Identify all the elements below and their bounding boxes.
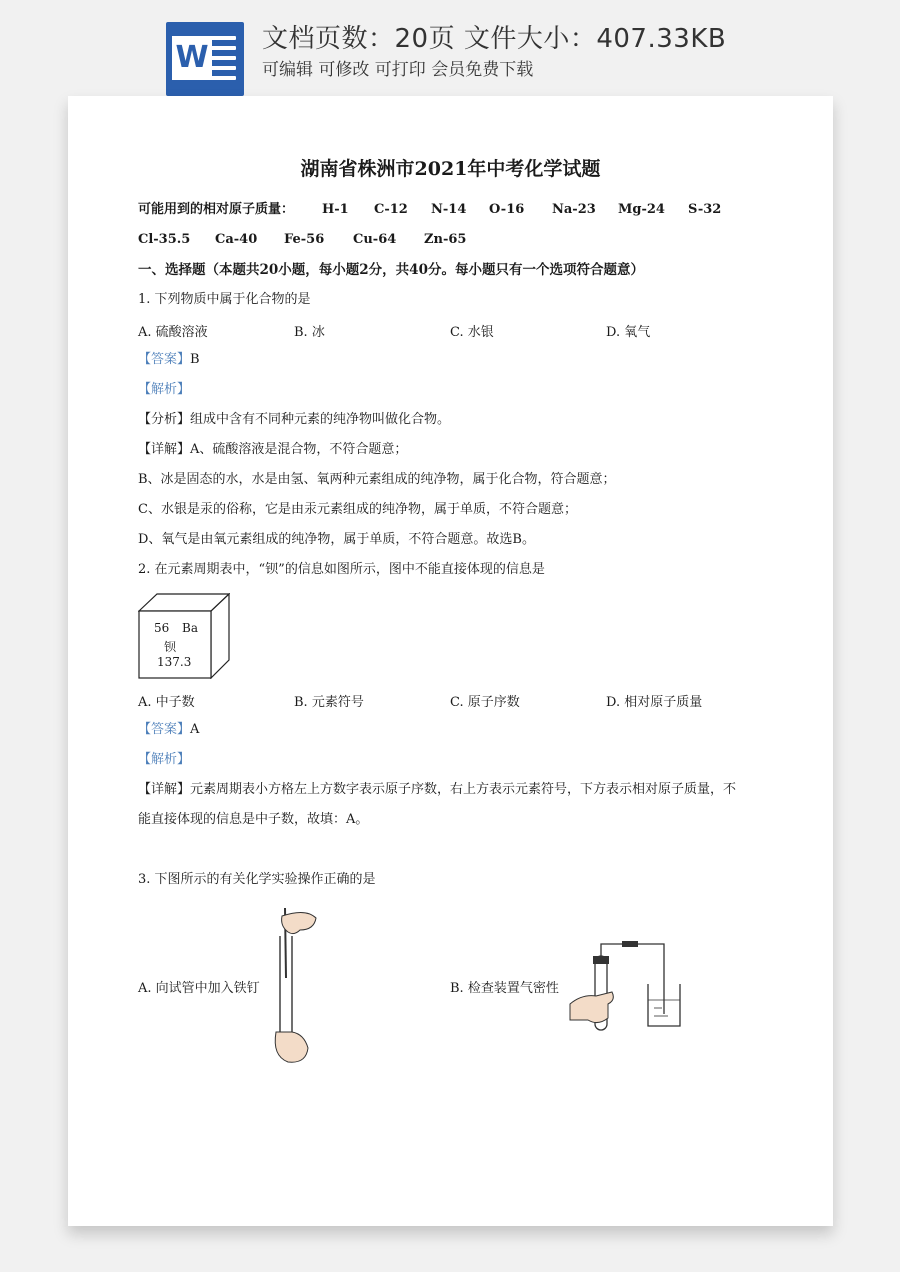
question-1-line-d: D、氧气是由氧元素组成的纯净物，属于单质，不符合题意。故选B。 [138,532,535,547]
question-2-option-d: D. 相对原子质量 [606,695,703,710]
atom-n: N-14 [431,202,467,217]
question-1-line-b: B、冰是固态的水，水是由氢、氧两种元素组成的纯净物，属于化合物，符合题意； [138,472,616,487]
question-1-line-c: C、水银是汞的俗称，它是由汞元素组成的纯净物，属于单质，不符合题意； [138,502,577,517]
answer-tag: 【答案】 [138,722,191,737]
atom-s: S-32 [688,202,722,217]
question-3-option-b: B. 检查装置气密性 [450,981,559,996]
atom-ca: Ca-40 [215,232,258,247]
question-2-answer [138,721,199,739]
question-1-xiangjie [138,441,407,459]
document-banner [0,0,900,100]
word-document-icon [166,22,244,96]
question-1-stem: 1. 下列物质中属于化合物的是 [138,292,311,307]
question-1-option-d: D. 氧气 [606,325,651,340]
question-1-answer [138,351,200,369]
question-3-stem: 3. 下图所示的有关化学实验操作正确的是 [138,872,376,887]
word-icon-lines [210,36,236,86]
atomic-number: 56 [154,621,170,635]
xiangjie-text: A、硫酸溶液是混合物，不符合题意； [190,442,408,457]
answer-tag: 【答案】 [138,352,191,367]
atom-zn: Zn-65 [424,232,467,247]
word-icon-letter: W [172,36,212,80]
xiangjie-tag: 【详解】 [138,782,191,797]
periodic-table-cell [138,593,230,679]
document-meta-title: 文档页数：20页 文件大小：407.33KB [262,24,727,54]
atoms-label: 可能用到的相对原子质量： [138,202,295,217]
element-symbol: Ba [182,621,198,635]
document-meta-subtitle: 可编辑 可修改 可打印 会员免费下载 [262,60,534,80]
atom-fe: Fe-56 [284,232,325,247]
question-1-analysis-tag: 【解析】 [138,382,191,397]
answer-value: A [190,722,200,737]
atomic-mass: 137.3 [157,655,192,669]
atom-cu: Cu-64 [353,232,397,247]
question-2-option-c: C. 原子序数 [450,695,520,710]
section-heading: 一、选择题（本题共20小题，每小题2分，共40分。每小题只有一个选项符合题意） [138,262,644,278]
answer-value: B [190,352,200,367]
atom-cl: Cl-35.5 [138,232,191,247]
xiangjie-tag: 【详解】 [138,442,191,457]
question-3-option-a: A. 向试管中加入铁钉 [138,981,260,996]
airtightness-check-illustration [568,938,698,1034]
question-1-option-c: C. 水银 [450,325,494,340]
question-2-option-a: A. 中子数 [138,695,195,710]
element-name: 钡 [164,640,177,654]
atom-na: Na-23 [552,202,596,217]
question-1-fenxi [138,411,450,429]
fenxi-text: 组成中含有不同种元素的纯净物叫做化合物。 [190,412,451,427]
atom-h: H-1 [322,202,349,217]
test-tube-iron-nail-illustration [266,906,326,1066]
question-2-xiangjie-1 [138,781,736,799]
atom-c: C-12 [374,202,408,217]
atom-mg: Mg-24 [618,202,665,217]
xiangjie-text: 元素周期表小方格左上方数字表示原子序数，右上方表示元素符号，下方表示相对原子质量，不 [190,782,737,797]
fenxi-tag: 【分析】 [138,412,191,427]
question-1-option-b: B. 冰 [294,325,325,340]
question-2-analysis-tag: 【解析】 [138,752,191,767]
document-page [68,96,833,1226]
question-1-option-a: A. 硫酸溶液 [138,325,208,340]
question-2-xiangjie-2: 能直接体现的信息是中子数，故填：A。 [138,812,369,827]
page-title: 湖南省株洲市2021年中考化学试题 [300,158,601,180]
question-2-option-b: B. 元素符号 [294,695,364,710]
atom-o: O-16 [489,202,525,217]
question-2-stem: 2. 在元素周期表中，“钡”的信息如图所示，图中不能直接体现的信息是 [138,562,545,577]
